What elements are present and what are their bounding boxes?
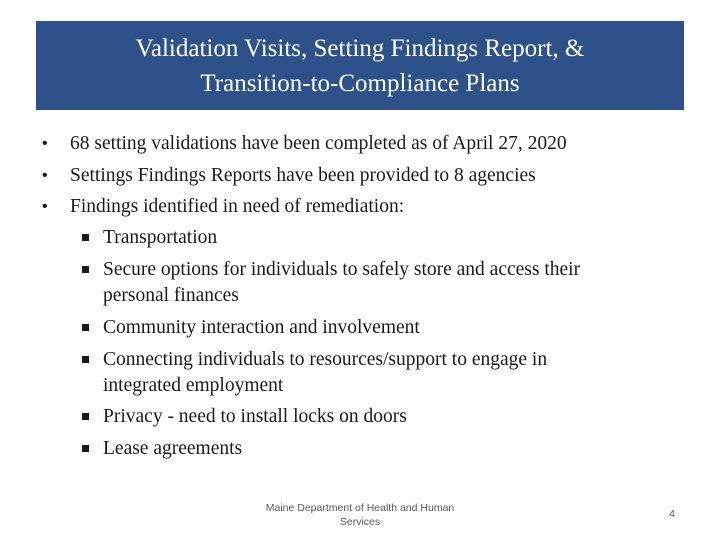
sub-bullet-employment-continued: integrated employment — [103, 375, 284, 396]
bullet-item-findings: Findings identified in need of remediation: — [70, 196, 405, 217]
title-line-1: Validation Visits, Setting Findings Report, & — [135, 34, 585, 62]
sub-bullet-marker — [82, 234, 89, 241]
sub-bullet-finances: Secure options for individuals to safely store and access their — [103, 259, 581, 280]
sub-bullet-privacy: Privacy - need to install locks on doors — [103, 406, 407, 427]
bullet-item-validations: 68 setting validations have been completed as of April 27, 2020 — [70, 133, 567, 154]
footer-organization — [240, 501, 480, 529]
title-line-2: Transition-to-Compliance Plans — [200, 69, 520, 97]
footer-line-1: Maine Department of Health and Human — [265, 502, 455, 514]
bullet-marker: • — [42, 198, 48, 215]
sub-bullet-finances-continued: personal finances — [103, 285, 239, 306]
sub-bullet-marker — [82, 445, 89, 452]
bullet-marker: • — [42, 167, 48, 184]
footer-line-2: Services — [339, 516, 381, 528]
sub-bullet-marker — [82, 413, 89, 420]
sub-bullet-community: Community interaction and involvement — [103, 317, 420, 338]
sub-bullet-employment: Connecting individuals to resources/support to engage in — [103, 349, 548, 370]
sub-bullet-marker — [82, 324, 89, 331]
sub-bullet-marker — [82, 356, 89, 363]
sub-bullet-transportation: Transportation — [103, 227, 218, 248]
bullet-marker: • — [42, 135, 48, 152]
bullet-item-reports: Settings Findings Reports have been provided to 8 agencies — [70, 165, 536, 186]
sub-bullet-lease: Lease agreements — [103, 438, 243, 459]
sub-bullet-marker — [82, 266, 89, 273]
page-number: 4 — [669, 508, 675, 520]
